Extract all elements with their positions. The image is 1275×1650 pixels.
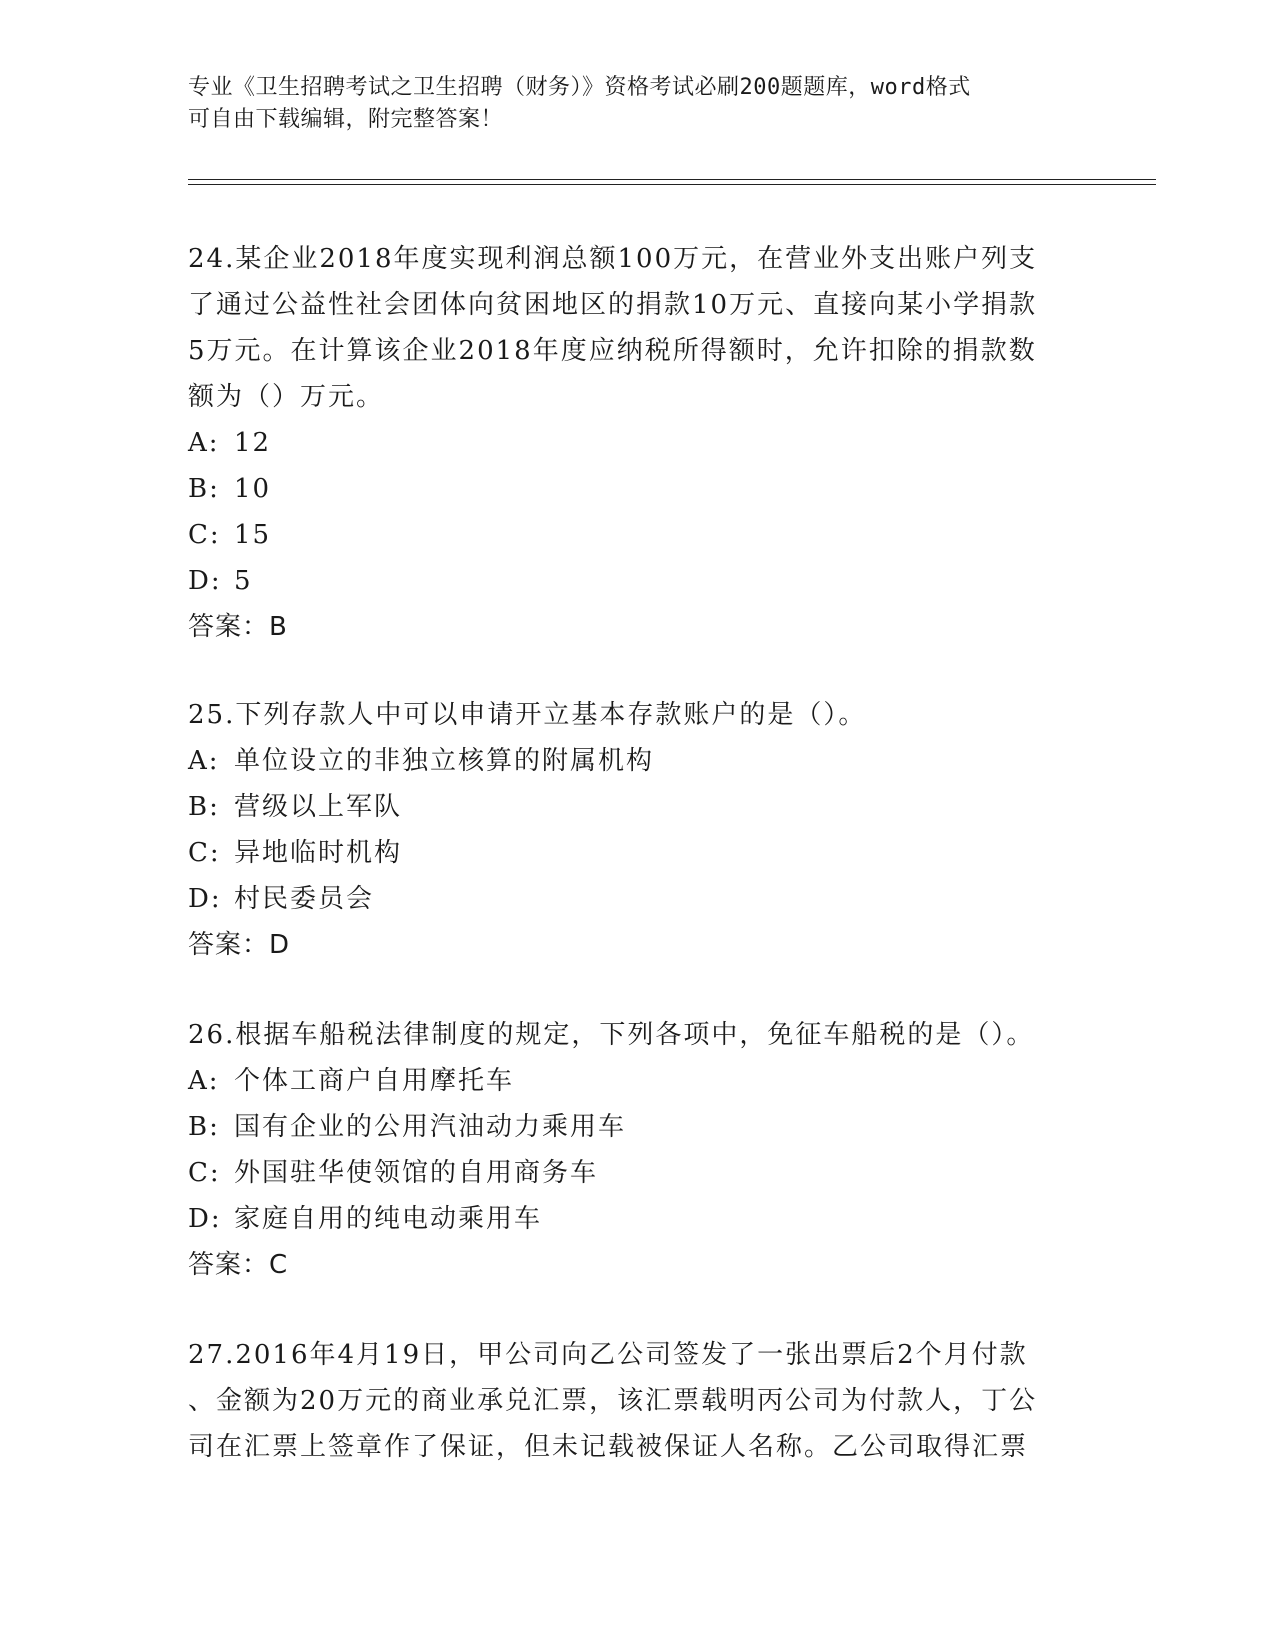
question-stem-line: 25.下列存款人中可以申请开立基本存款账户的是（）。 xyxy=(188,700,867,730)
question-26 xyxy=(188,1012,1068,1288)
option-text: 国有企业的公用汽油动力乘用车 xyxy=(234,1112,627,1142)
answer-line: 答案：D xyxy=(188,930,291,960)
option-text: 营级以上军队 xyxy=(234,792,403,822)
question-27 xyxy=(188,1332,1068,1470)
question-stem-line: 26.根据车船税法律制度的规定，下列各项中，免征车船税的是（）。 xyxy=(188,1020,1035,1050)
question-stem-line: 额为（）万元。 xyxy=(188,382,385,412)
question-stem-line: 、金额为20万元的商业承兑汇票，该汇票载明丙公司为付款人，丁公 xyxy=(188,1386,1038,1416)
header-divider-top xyxy=(188,179,1156,180)
option-label: B: xyxy=(188,1112,220,1142)
question-stem-line: 24.某企业2018年度实现利润总额100万元，在营业外支出账户列支 xyxy=(188,244,1038,274)
option-text: 个体工商户自用摩托车 xyxy=(234,1066,515,1096)
option-b xyxy=(188,1104,1068,1150)
question-stem-line: 27.2016年4月19日，甲公司向乙公司签发了一张出票后2个月付款 xyxy=(188,1340,1028,1370)
header-line-2: 可自由下载编辑，附完整答案！ xyxy=(188,107,504,132)
header-line-1: 专业《卫生招聘考试之卫生招聘（财务）》资格考试必刷200题题库，word格式 xyxy=(188,75,971,100)
option-label: A: xyxy=(188,1066,220,1096)
option-label: D: xyxy=(188,884,222,914)
question-stem-line: 5万元。在计算该企业2018年度应纳税所得额时，允许扣除的捐款数 xyxy=(188,336,1037,366)
answer-line: 答案：C xyxy=(188,1250,289,1280)
option-text: 外国驻华使领馆的自用商务车 xyxy=(234,1158,599,1188)
option-text: 单位设立的非独立核算的附属机构 xyxy=(234,746,655,776)
document-header xyxy=(188,72,1068,136)
option-label: D: xyxy=(188,1204,222,1234)
option-b xyxy=(188,466,1068,512)
question-stem-line: 了通过公益性社会团体向贫困地区的捐款10万元、直接向某小学捐款 xyxy=(188,290,1038,320)
option-label: B: xyxy=(188,792,220,822)
option-text: 村民委员会 xyxy=(234,884,375,914)
option-label: A: xyxy=(188,428,220,458)
option-d xyxy=(188,558,1068,604)
option-text: 5 xyxy=(234,566,253,596)
option-label: C: xyxy=(188,520,221,550)
option-a xyxy=(188,738,1068,784)
answer-line: 答案：B xyxy=(188,612,288,642)
option-label: C: xyxy=(188,838,221,868)
option-text: 12 xyxy=(234,428,272,458)
option-a xyxy=(188,1058,1068,1104)
header-divider-bottom xyxy=(188,184,1156,185)
question-25 xyxy=(188,692,1068,968)
option-a xyxy=(188,420,1068,466)
option-d xyxy=(188,876,1068,922)
option-label: B: xyxy=(188,474,220,504)
option-text: 家庭自用的纯电动乘用车 xyxy=(234,1204,543,1234)
option-text: 异地临时机构 xyxy=(234,838,403,868)
option-label: A: xyxy=(188,746,220,776)
option-d xyxy=(188,1196,1068,1242)
option-text: 15 xyxy=(234,520,272,550)
option-text: 10 xyxy=(234,474,272,504)
option-label: D: xyxy=(188,566,222,596)
option-c xyxy=(188,830,1068,876)
option-c xyxy=(188,1150,1068,1196)
option-label: C: xyxy=(188,1158,221,1188)
option-b xyxy=(188,784,1068,830)
question-stem-line: 司在汇票上签章作了保证，但未记载被保证人名称。乙公司取得汇票 xyxy=(188,1432,1029,1462)
option-c xyxy=(188,512,1068,558)
question-24 xyxy=(188,236,1068,650)
